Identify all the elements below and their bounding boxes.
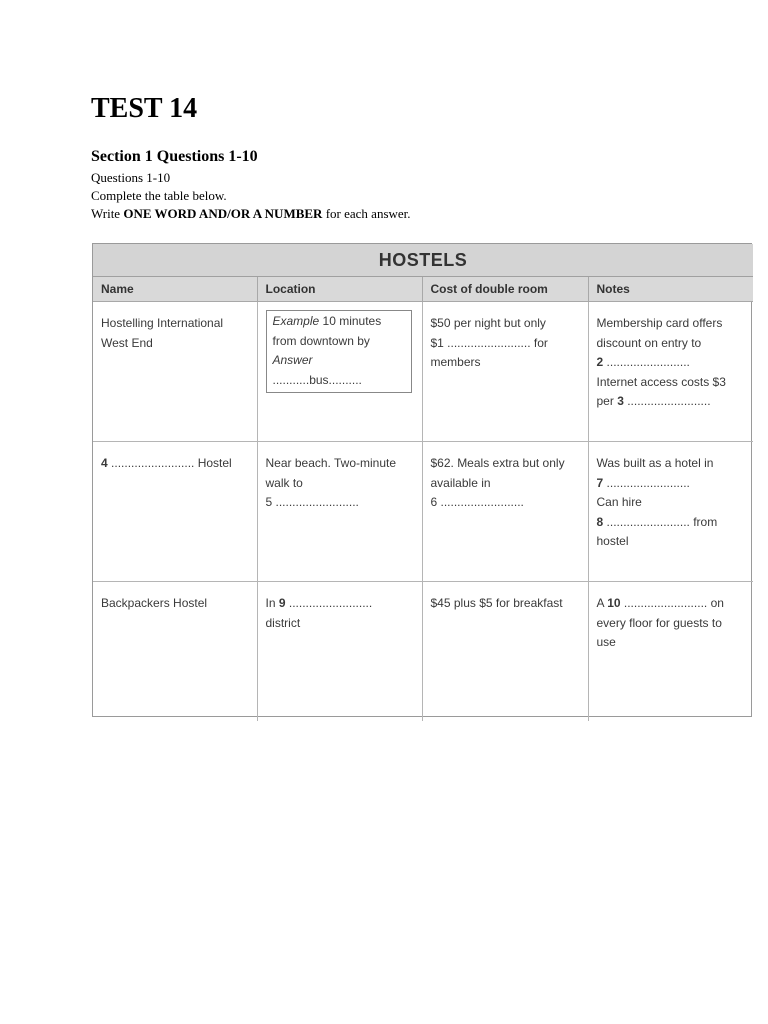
question-line: [597, 594, 746, 614]
instruction-write-prefix: Write: [91, 206, 124, 221]
header-location: Location: [257, 277, 422, 302]
example-box: [266, 310, 412, 393]
question-line: [101, 454, 249, 474]
cell-text: $62. Meals extra but only: [430, 456, 565, 470]
table-row: [93, 302, 753, 442]
answer-blank: 6 .........................: [430, 495, 524, 509]
cell-text: Was built as a hotel in: [596, 456, 714, 470]
question-number: 8: [596, 514, 604, 529]
cell-text: Hostelling International: [101, 316, 224, 330]
answer-dots: ...........: [272, 372, 310, 387]
cell-text: hostel: [596, 534, 629, 548]
table-row: [93, 442, 753, 582]
cell-text: Backpackers Hostel: [101, 596, 208, 610]
cell-text: In: [265, 596, 279, 610]
cell-location: [257, 582, 422, 722]
cell-text: $45 plus $5 for breakfast: [430, 596, 563, 610]
cell-text: Internet access costs $3: [596, 374, 726, 389]
question-number: 9: [278, 596, 286, 610]
cell-text: use: [596, 635, 616, 649]
cell-text: from downtown by: [272, 333, 370, 348]
answer-blank: ......................... on: [620, 596, 724, 610]
cell-notes: [588, 442, 753, 582]
instruction-complete: Complete the table below.: [91, 188, 227, 203]
cell-text: every floor for guests to: [596, 615, 722, 630]
answer-blank: ......................... from: [603, 514, 718, 529]
instruction-write-bold: ONE WORD AND/OR A NUMBER: [123, 206, 323, 221]
cell-text: per: [596, 394, 618, 408]
cell-text: A: [596, 596, 608, 610]
table-row: [93, 582, 753, 722]
cell-text: district: [265, 615, 301, 630]
answer-blank: ......................... Hostel: [107, 456, 232, 470]
question-number: 4: [101, 456, 108, 470]
example-label: Example: [272, 314, 320, 328]
answer-blank: .........................: [603, 355, 690, 369]
cell-name: [93, 582, 257, 722]
cell-text: discount on entry to: [596, 335, 702, 350]
example-line: [273, 312, 405, 332]
table-caption: HOSTELS: [93, 244, 753, 277]
answer-blank: .........................: [623, 394, 711, 408]
hostels-table: [92, 243, 752, 717]
question-line: [266, 594, 414, 614]
page-title: TEST 14: [91, 93, 198, 124]
question-number: 7: [596, 475, 604, 490]
cell-text: Near beach. Two-minute: [265, 456, 397, 470]
cell-cost: [422, 442, 588, 582]
answer-line: [273, 351, 405, 390]
cell-notes: [588, 302, 753, 442]
cell-text: $50 per night but only: [430, 316, 546, 330]
cell-name: [93, 442, 257, 582]
cell-notes: [588, 582, 753, 722]
instruction-write-suffix: for each answer.: [322, 206, 411, 221]
question-line: [597, 392, 746, 412]
header-cost: Cost of double room: [422, 277, 588, 302]
cell-cost: [422, 302, 588, 442]
cell-text: available in: [430, 475, 491, 490]
question-number: 10: [607, 596, 621, 610]
section-heading: Section 1 Questions 1-10: [91, 148, 258, 165]
instruction-questions: Questions 1-10: [91, 170, 171, 185]
question-line: [597, 474, 746, 494]
answer-blank: .........................: [285, 596, 373, 610]
cell-text: 10 minutes: [319, 314, 382, 328]
cell-text: West End: [101, 335, 153, 350]
cell-text: walk to: [265, 475, 303, 490]
cell-location: [257, 302, 422, 442]
cell-text: $1 ......................... for: [430, 335, 548, 350]
cell-cost: [422, 582, 588, 722]
answer-label: Answer: [272, 353, 313, 367]
header-notes: Notes: [588, 277, 753, 302]
answer-blank: 5 .........................: [265, 495, 359, 509]
question-line: [597, 513, 746, 533]
cell-text: Can hire: [596, 495, 642, 509]
answer-word: bus: [309, 372, 329, 387]
question-number: 3: [617, 394, 624, 408]
cell-name: [93, 302, 257, 442]
cell-text: Membership card offers: [596, 316, 723, 330]
answer-blank: .........................: [603, 475, 690, 490]
cell-location: [257, 442, 422, 582]
question-line: [597, 353, 746, 373]
answer-dots: ..........: [328, 372, 362, 387]
cell-text: members: [430, 355, 481, 369]
question-number: 2: [596, 355, 604, 369]
instruction-write: [91, 206, 411, 222]
header-name: Name: [93, 277, 257, 302]
